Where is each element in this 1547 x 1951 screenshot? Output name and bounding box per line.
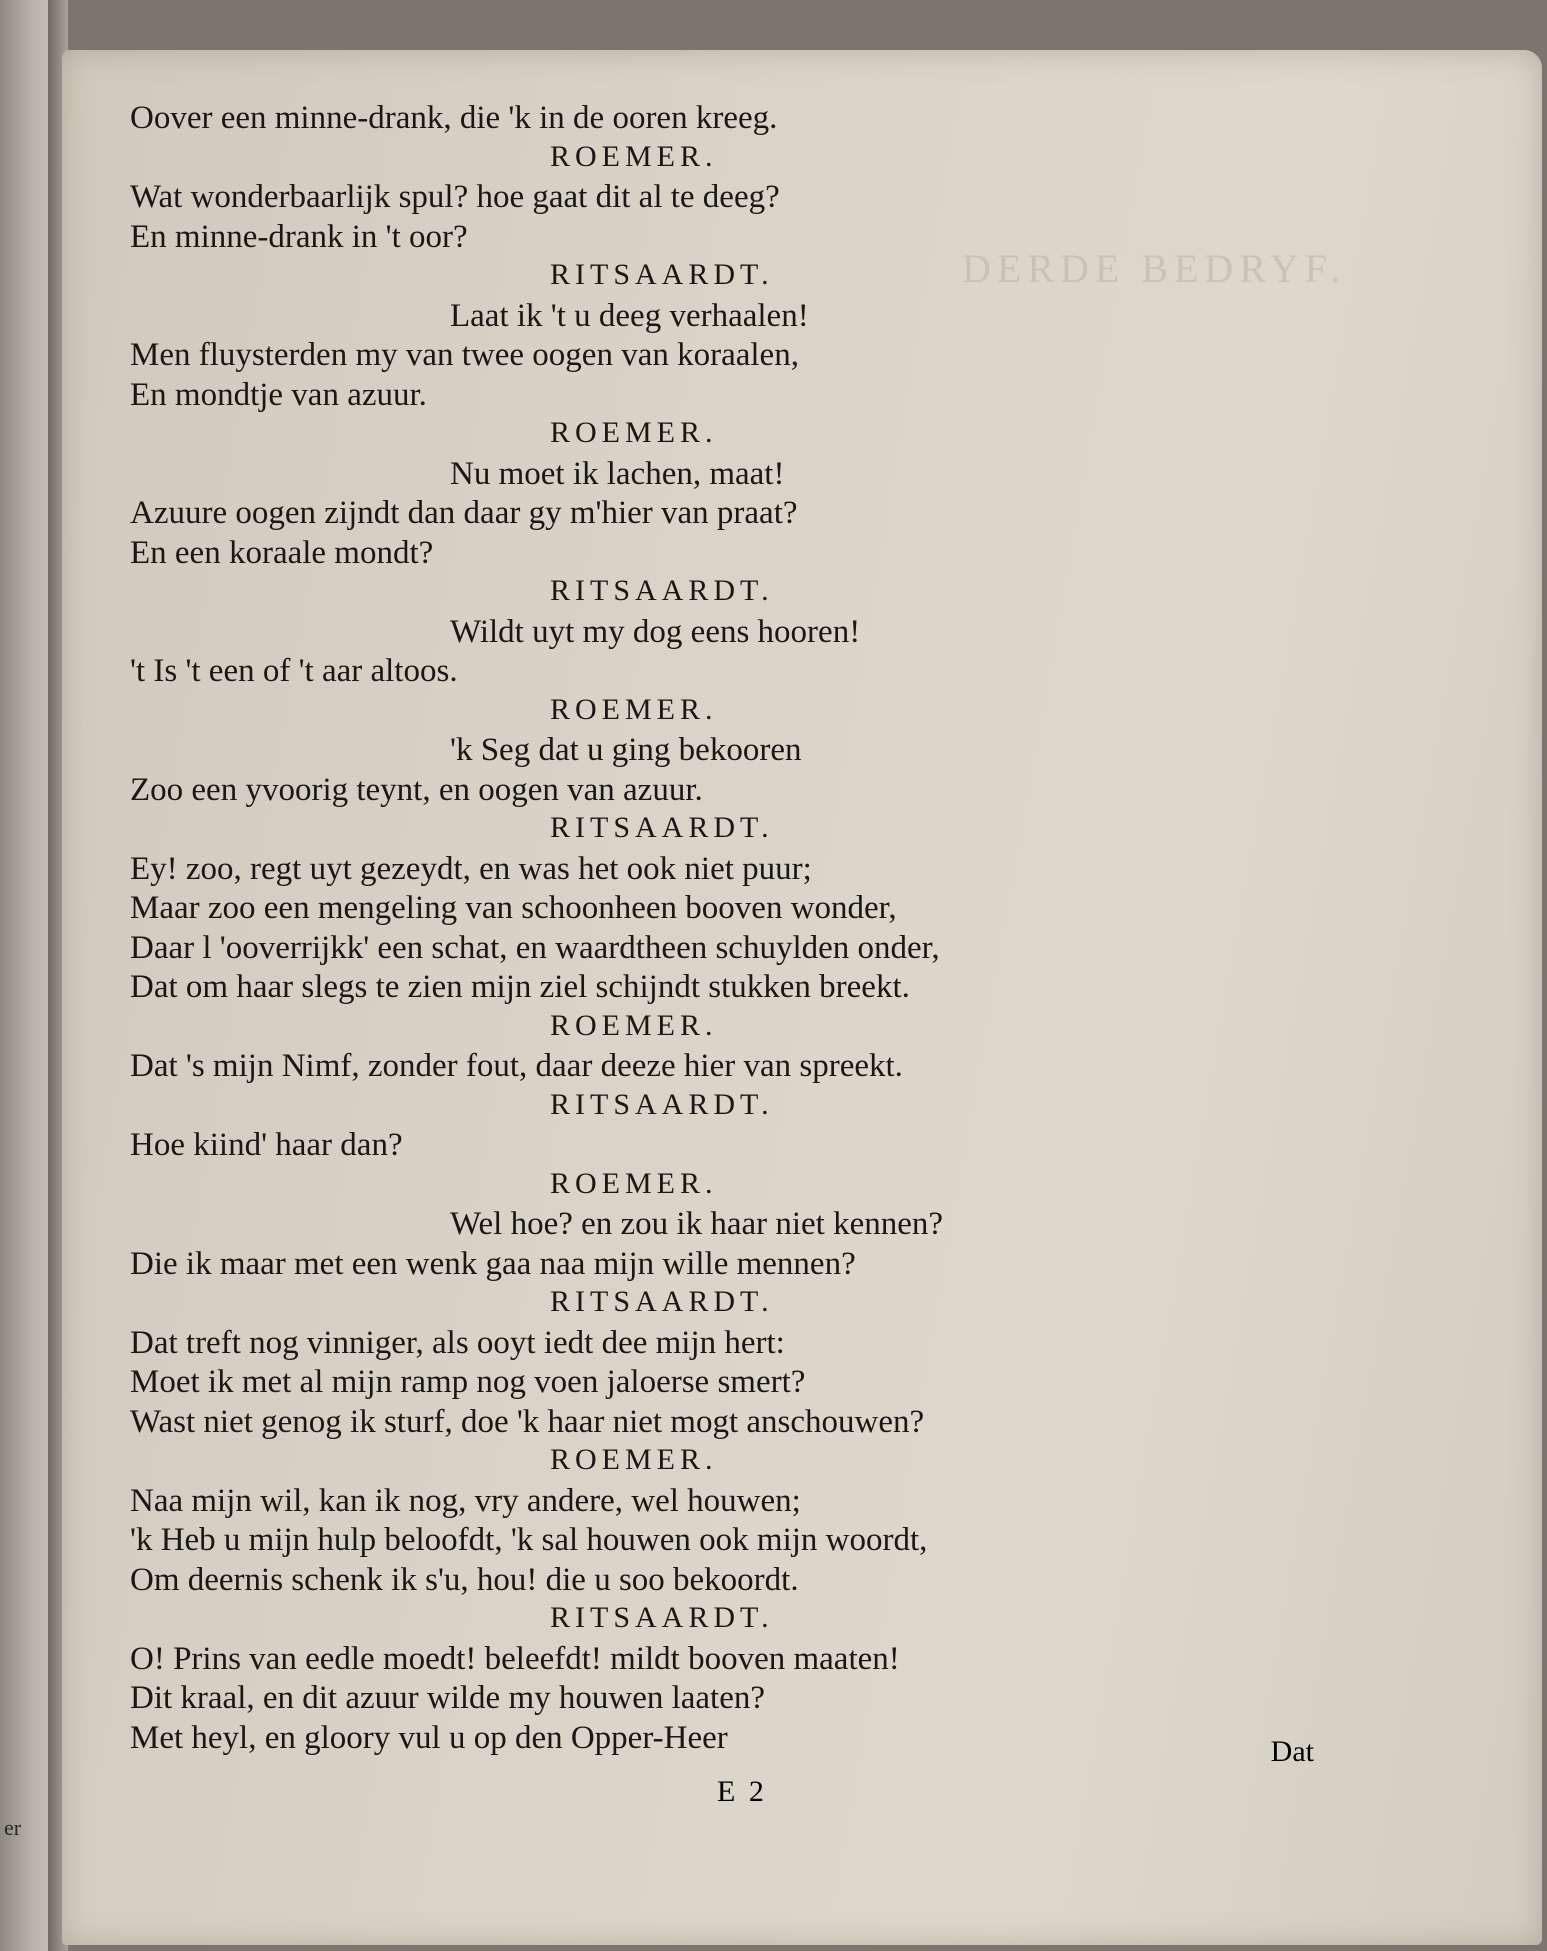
signature-mark: E 2: [717, 1775, 767, 1808]
verse-line: Dat treft nog vinniger, als ooyt iedt dee mijn hert:: [130, 1325, 785, 1361]
bleed-through-header: DERDE BEDRYF.: [962, 246, 1346, 291]
speaker-name: RITSAARDT.: [550, 1285, 774, 1318]
verse-line: Oover een minne-drank, die 'k in de ooren kreeg.: [130, 100, 778, 136]
verse-line: En minne-drank in 't oor?: [130, 219, 468, 255]
speaker-name: RITSAARDT.: [550, 1088, 774, 1121]
catchword: Dat: [1270, 1735, 1314, 1768]
speaker-name: RITSAARDT.: [550, 811, 774, 844]
verse-line: En mondtje van azuur.: [130, 377, 427, 413]
verse-line: En een koraale mondt?: [130, 535, 434, 571]
verse-line: Azuure oogen zijndt dan daar gy m'hier van praat?: [130, 495, 798, 531]
verse-line: Laat ik 't u deeg verhaalen!: [450, 298, 809, 334]
verse-line: Ey! zoo, regt uyt gezeydt, en was het ook niet puur;: [130, 851, 812, 887]
verse-line: Zoo een yvoorig teynt, en oogen van azuur.: [130, 772, 703, 808]
verse-line: Wat wonderbaarlijk spul? hoe gaat dit al te deeg?: [130, 179, 780, 215]
verse-line: O! Prins van eedle moedt! beleefdt! mildt booven maaten!: [130, 1641, 900, 1677]
verse-line: Moet ik met al mijn ramp nog voen jaloerse smert?: [130, 1364, 806, 1400]
speaker-name: RITSAARDT.: [550, 574, 774, 607]
verse-line: Hoe kiind' haar dan?: [130, 1127, 403, 1163]
speaker-name: ROEMER.: [550, 1009, 718, 1042]
verse-line: Wel hoe? en zou ik haar niet kennen?: [450, 1206, 944, 1242]
verse-line: Dat om haar slegs te zien mijn ziel schijndt stukken breekt.: [130, 969, 910, 1005]
verse-line: Met heyl, en gloory vul u op den Opper-Heer: [130, 1720, 728, 1756]
verse-line: Die ik maar met een wenk gaa naa mijn wille mennen?: [130, 1246, 856, 1282]
speaker-name: ROEMER.: [550, 416, 718, 449]
verse-line: Dat 's mijn Nimf, zonder fout, daar deeze hier van spreekt.: [130, 1048, 903, 1084]
verse-line: Wildt uyt my dog eens hooren!: [450, 614, 861, 650]
verse-line: Om deernis schenk ik s'u, hou! die u soo bekoordt.: [130, 1562, 799, 1598]
speaker-name: ROEMER.: [550, 1443, 718, 1476]
book-page: [62, 50, 1542, 1945]
speaker-name: ROEMER.: [550, 140, 718, 173]
verse-line: 'k Heb u mijn hulp beloofdt, 'k sal houwen ook mijn woordt,: [130, 1522, 928, 1558]
facing-page-fragment: er: [4, 1815, 22, 1840]
verse-line: 't Is 't een of 't aar altoos.: [130, 653, 458, 689]
verse-line: Nu moet ik lachen, maat!: [450, 456, 785, 492]
verse-line: Naa mijn wil, kan ik nog, vry andere, wel houwen;: [130, 1483, 801, 1519]
verse-line: 'k Seg dat u ging bekooren: [450, 732, 802, 768]
speaker-name: ROEMER.: [550, 693, 718, 726]
verse-line: Men fluysterden my van twee oogen van koraalen,: [130, 337, 799, 373]
verse-line: Daar l 'ooverrijkk' een schat, en waardtheen schuylden onder,: [130, 930, 940, 966]
verse-line: Maar zoo een mengeling van schoonheen booven wonder,: [130, 890, 897, 926]
verse-line: Wast niet genog ik sturf, doe 'k haar niet mogt anschouwen?: [130, 1404, 925, 1440]
speaker-name: ROEMER.: [550, 1167, 718, 1200]
speaker-name: RITSAARDT.: [550, 258, 774, 291]
speaker-name: RITSAARDT.: [550, 1601, 774, 1634]
verse-line: Dit kraal, en dit azuur wilde my houwen laaten?: [130, 1680, 766, 1716]
